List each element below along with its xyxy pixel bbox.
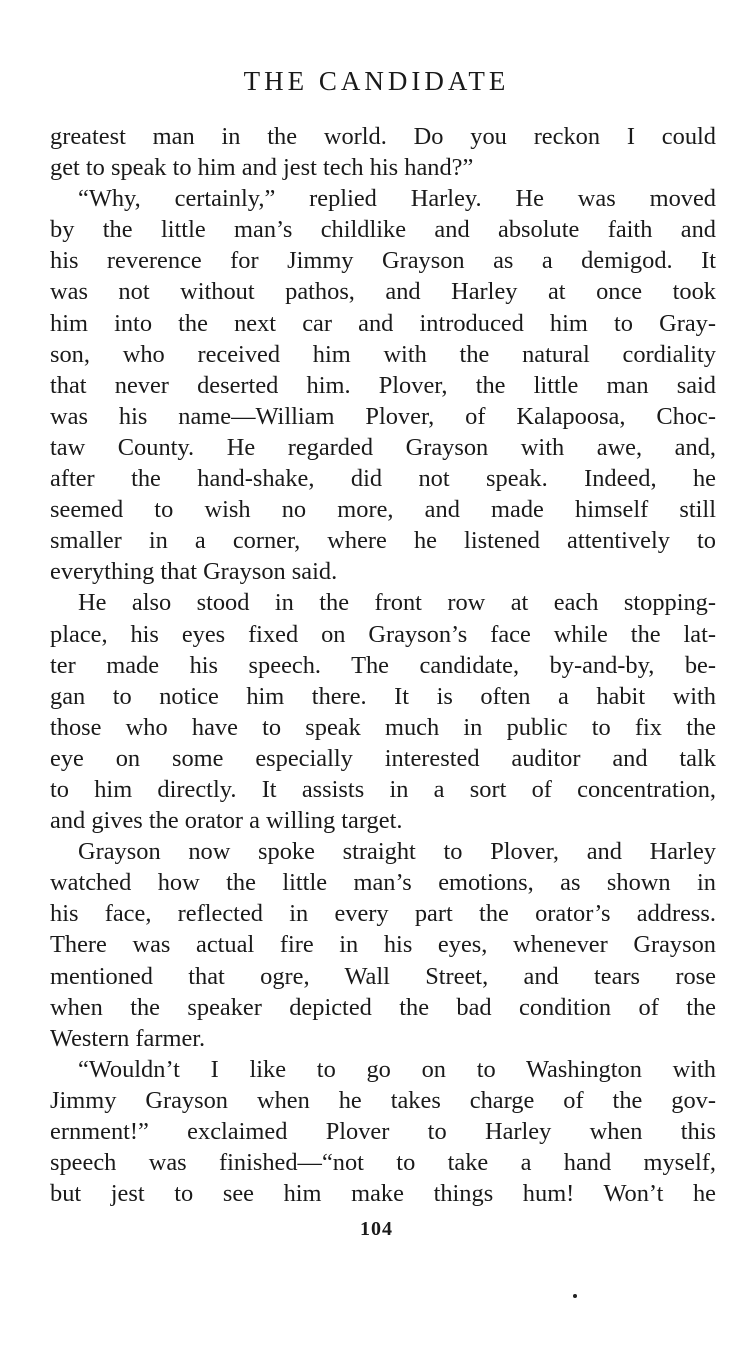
text-line: was his name—William Plover, of Kalapoosa, Choc- (50, 402, 716, 430)
text-line: There was actual fire in his eyes, whenever Grayson (50, 931, 716, 959)
text-line: eye on some especially interested auditor and talk (50, 744, 716, 772)
text-line: his face, reflected in every part the orator’s address. (50, 900, 716, 928)
text-line: Grayson now spoke straight to Plover, and Harley (78, 838, 716, 866)
text-line: everything that Grayson said. (50, 558, 338, 586)
running-head: THE CANDIDATE (243, 66, 510, 96)
text-line: son, who received him with the natural cordiality (50, 340, 716, 368)
text-line: to him directly. It assists in a sort of concentration, (50, 775, 716, 803)
text-line: those who have to speak much in public to fix the (50, 713, 716, 741)
text-line: and gives the orator a willing target. (50, 807, 403, 835)
text-line: by the little man’s childlike and absolute faith and (50, 216, 716, 244)
text-line: ter made his speech. The candidate, by-and-by, be- (50, 651, 716, 679)
text-line: when the speaker depicted the bad condition of the (50, 993, 716, 1021)
text-line: his reverence for Jimmy Grayson as a demigod. It (50, 247, 716, 275)
text-line: after the hand-shake, did not speak. Indeed, he (50, 465, 716, 493)
text-line: taw County. He regarded Grayson with awe, and, (50, 433, 716, 461)
text-line: watched how the little man’s emotions, as shown in (50, 869, 716, 897)
body-text (50, 121, 716, 1209)
text-line: greatest man in the world. Do you reckon I could (50, 123, 716, 150)
text-line: “Why, certainly,” replied Harley. He was moved (78, 185, 716, 213)
text-line: Jimmy Grayson when he takes charge of the gov- (50, 1086, 716, 1114)
text-line: get to speak to him and jest tech his hand?” (50, 154, 474, 182)
text-line: but jest to see him make things hum! Won’t he (50, 1180, 716, 1208)
page-number: 104 (360, 1218, 393, 1240)
print-speck (573, 1294, 577, 1298)
text-line: that never deserted him. Plover, the little man said (50, 371, 716, 399)
text-line: “Wouldn’t I like to go on to Washington with (78, 1055, 716, 1083)
text-line: seemed to wish no more, and made himself still (50, 496, 716, 524)
text-line: smaller in a corner, where he listened attentively to (50, 527, 716, 555)
text-line: Western farmer. (50, 1024, 206, 1052)
text-line: speech was finished—“not to take a hand myself, (50, 1149, 716, 1177)
text-line: place, his eyes fixed on Grayson’s face while the lat- (50, 620, 716, 648)
text-line: mentioned that ogre, Wall Street, and tears rose (50, 962, 716, 990)
text-line: gan to notice him there. It is often a habit with (50, 682, 716, 710)
text-line: him into the next car and introduced him to Gray- (50, 309, 716, 337)
text-line: He also stood in the front row at each stopping- (78, 589, 716, 617)
text-line: was not without pathos, and Harley at once took (50, 278, 716, 306)
text-line: ernment!” exclaimed Plover to Harley when this (50, 1118, 716, 1145)
